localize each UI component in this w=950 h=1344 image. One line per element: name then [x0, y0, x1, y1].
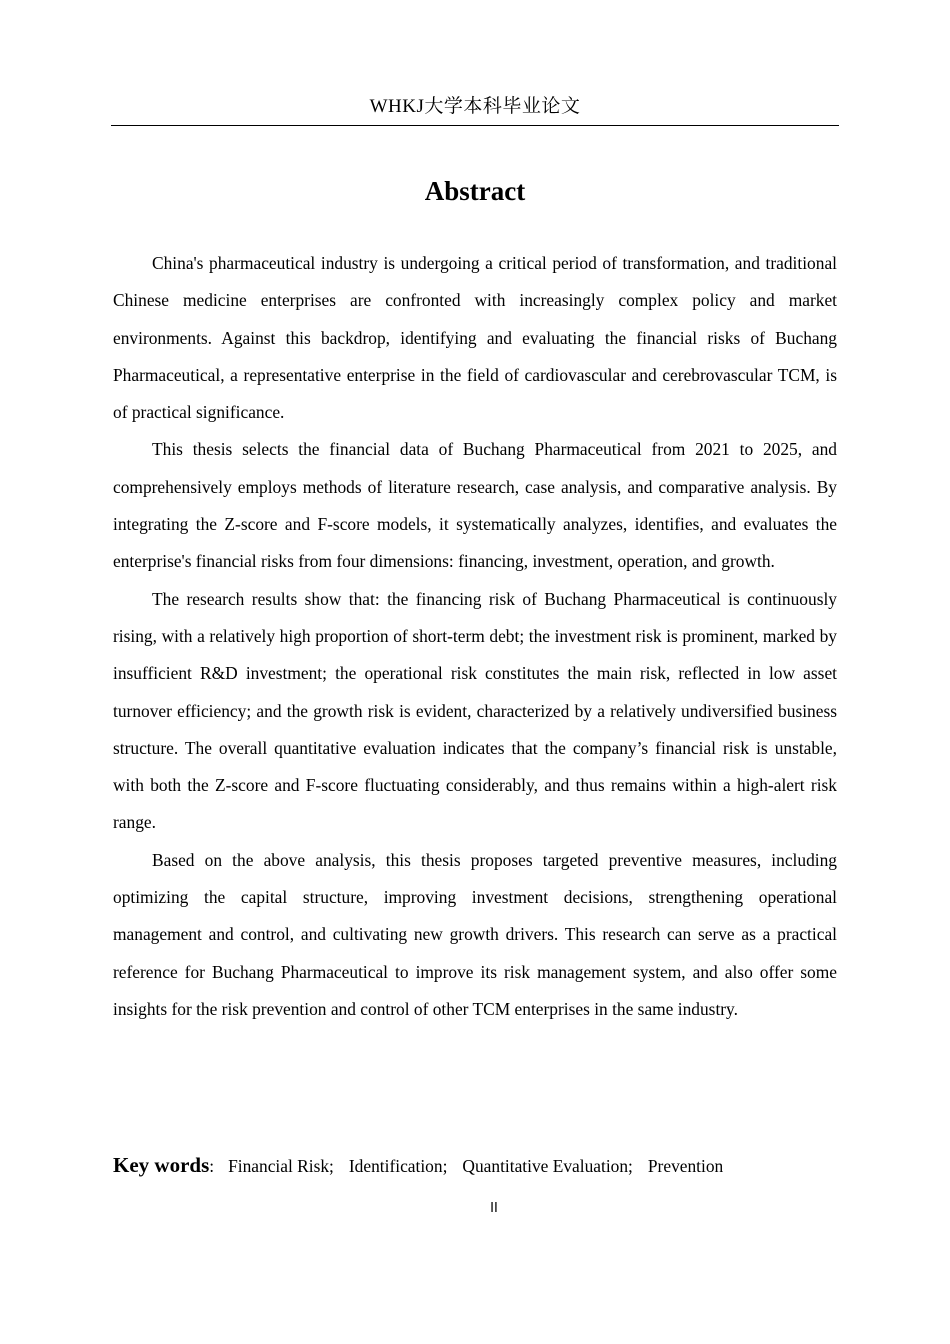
keywords-line	[113, 1150, 837, 1181]
header-divider	[111, 125, 839, 126]
keyword-item: Quantitative Evaluation;	[462, 1156, 633, 1176]
page-header: WHKJ大学本科毕业论文	[369, 96, 581, 117]
abstract-paragraph-1: China's pharmaceutical industry is undergoing a critical period of transformation, and traditional Chinese medicine enterprises are confronted with increasingly complex policy and market environments. Against this backdrop, identifying and evaluating the financial risks of Buchang Pharmaceutical, a representative enterprise in the field of cardiovascular and cerebrovascular TCM, is of practical significance.	[113, 253, 837, 423]
keyword-item: Prevention	[647, 1156, 724, 1176]
abstract-paragraph-2: This thesis selects the financial data of Buchang Pharmaceutical from 2021 to 2025, and comprehensively employs methods of literature research, case analysis, and comparative analysis. By integrating the Z-score and F-score models, it systematically analyzes, identifies, and evaluates the enterprise's financial risks from four dimensions: financing, investment, operation, and growth.	[113, 439, 837, 572]
abstract-body	[113, 245, 837, 1028]
keyword-item: Financial Risk;	[228, 1156, 334, 1176]
abstract-title: Abstract	[424, 176, 526, 206]
abstract-paragraph-4: Based on the above analysis, this thesis proposes targeted preventive measures, including optimizing the capital structure, improving investment decisions, strengthening operational management and control, and cultivating new growth drivers. This research can serve as a practical reference for Buchang Pharmaceutical to improve its risk management system, and also offer some insights for the risk prevention and control of other TCM enterprises in the same industry.	[113, 849, 837, 1019]
abstract-paragraph-3: The research results show that: the financing risk of Buchang Pharmaceutical is continuously rising, with a relatively high proportion of short-term debt; the investment risk is prominent, marked by insufficient R&D investment; the operational risk constitutes the main risk, reflected in low asset turnover efficiency; and the growth risk is evident, characterized by a relatively undiversified business structure. The overall quantitative evaluation indicates that the company’s financial risk is unstable, with both the Z-score and F-score fluctuating considerably, and thus remains within a high-alert risk range.	[113, 588, 837, 833]
keyword-item: Identification;	[348, 1156, 448, 1176]
page-number: II	[490, 1201, 498, 1216]
keywords-label: Key words	[113, 1153, 210, 1177]
keywords-colon: :	[209, 1156, 215, 1176]
